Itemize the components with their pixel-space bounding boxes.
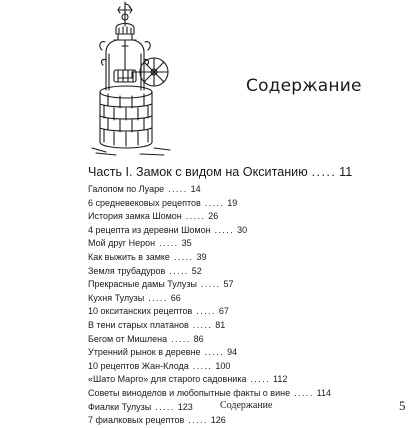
toc-entry-title: История замка Шомон xyxy=(88,211,182,222)
toc-page-number: 81 xyxy=(215,319,226,330)
toc-entry[interactable] xyxy=(88,305,406,319)
toc-leader: ..... xyxy=(192,360,213,371)
toc-entry[interactable] xyxy=(88,197,406,211)
toc-page-number: 123 xyxy=(177,401,193,412)
toc-page-number: 39 xyxy=(196,251,207,262)
toc-leader: ..... xyxy=(159,238,179,249)
toc-entry[interactable] xyxy=(88,292,406,306)
toc-entry-title: «Шато Марго» для старого садовника xyxy=(88,374,247,385)
toc-entry[interactable] xyxy=(88,237,406,251)
toc-entry-title: 10 рецептов Жан-Клода xyxy=(88,360,189,371)
toc-leader: ..... xyxy=(188,415,208,426)
page-title: Содержание xyxy=(246,76,362,96)
toc-entry-title: Галопом по Луаре xyxy=(88,184,165,194)
toc-page-number: 114 xyxy=(316,387,331,398)
toc-entry-title: Бегом от Мишлена xyxy=(88,333,168,344)
toc-leader: ..... xyxy=(214,224,235,235)
toc-entry[interactable] xyxy=(88,333,406,347)
toc-entry[interactable] xyxy=(88,251,406,265)
toc-leader: ..... xyxy=(204,197,225,208)
toc-page-number: 26 xyxy=(208,211,219,222)
toc-page-number: 67 xyxy=(218,306,229,317)
toc-leader: ..... xyxy=(168,184,188,194)
toc-entry-title: Как выжить в замке xyxy=(88,251,170,262)
toc-entry[interactable] xyxy=(88,278,406,292)
toc-page-number: 14 xyxy=(190,184,201,194)
toc-page-number: 86 xyxy=(193,333,204,344)
toc-leader: ..... xyxy=(155,401,175,412)
toc-page-number: 52 xyxy=(191,265,202,276)
toc-entry-title: В тени старых платанов xyxy=(88,319,189,330)
toc-entry[interactable] xyxy=(88,414,406,428)
toc-entry[interactable] xyxy=(88,265,406,279)
toc-entry-title: Утренний рынок в деревне xyxy=(88,347,201,358)
toc-entry-title: Фиалки Тулузы xyxy=(88,401,152,412)
toc-page-number: 94 xyxy=(227,347,238,358)
toc-leader: ..... xyxy=(196,306,216,317)
toc-leader: ..... xyxy=(169,265,189,276)
toc-page-number: 100 xyxy=(215,360,231,371)
toc-entry[interactable] xyxy=(88,346,406,360)
toc-entry[interactable] xyxy=(88,183,406,197)
toc-page-number: 11 xyxy=(339,165,353,179)
toc-leader: ..... xyxy=(204,347,225,358)
toc-entry-title: 6 средневековых рецептов xyxy=(88,197,201,208)
toc-entry-title: Кухня Тулузы xyxy=(88,292,145,303)
toc-page-number: 66 xyxy=(170,292,181,303)
toc-page-number: 126 xyxy=(210,415,226,426)
toc-entry[interactable] xyxy=(88,387,406,401)
toc-leader: ..... xyxy=(200,279,221,290)
page-footer xyxy=(0,400,420,416)
toc-leader: ..... xyxy=(250,374,270,385)
toc-leader: ..... xyxy=(294,387,314,398)
toc-page-number: 57 xyxy=(223,279,234,290)
toc-page-number: 30 xyxy=(237,224,248,235)
toc-entry[interactable] xyxy=(88,224,406,238)
page-number: 5 xyxy=(399,398,406,413)
toc-part[interactable] xyxy=(88,164,406,183)
running-footer-label: Содержание xyxy=(220,400,273,411)
table-of-contents xyxy=(88,164,406,428)
toc-entry-title: Мой друг Нерон xyxy=(88,238,156,249)
toc-leader: ..... xyxy=(185,211,206,222)
toc-entry-title: 7 фиалковых рецептов xyxy=(88,415,185,426)
toc-entry-title: 10 окситанских рецептов xyxy=(88,306,193,317)
toc-entry[interactable] xyxy=(88,319,406,333)
toc-leader: ..... xyxy=(171,333,191,344)
toc-leader: ..... xyxy=(311,165,337,179)
toc-entry-title: Советы виноделов и любопытные факты о вине xyxy=(88,387,291,398)
toc-entry-title: Прекрасные дамы Тулузы xyxy=(88,279,197,290)
toc-entry[interactable] xyxy=(88,210,406,224)
toc-leader: ..... xyxy=(173,251,194,262)
toc-page-number: 35 xyxy=(181,238,192,249)
toc-entry-title: Земля трубадуров xyxy=(88,265,166,276)
toc-entry[interactable] xyxy=(88,373,406,387)
toc-leader: ..... xyxy=(148,292,168,303)
toc-entry-title: 4 рецепта из деревни Шомон xyxy=(88,224,211,235)
toc-entry[interactable] xyxy=(88,360,406,374)
toc-page-number: 112 xyxy=(273,374,288,385)
toc-leader: ..... xyxy=(192,319,213,330)
toc-part-title: Часть I. Замок с видом на Окситанию xyxy=(88,165,308,179)
well-icon xyxy=(88,0,178,158)
toc-page-number: 19 xyxy=(227,197,238,208)
